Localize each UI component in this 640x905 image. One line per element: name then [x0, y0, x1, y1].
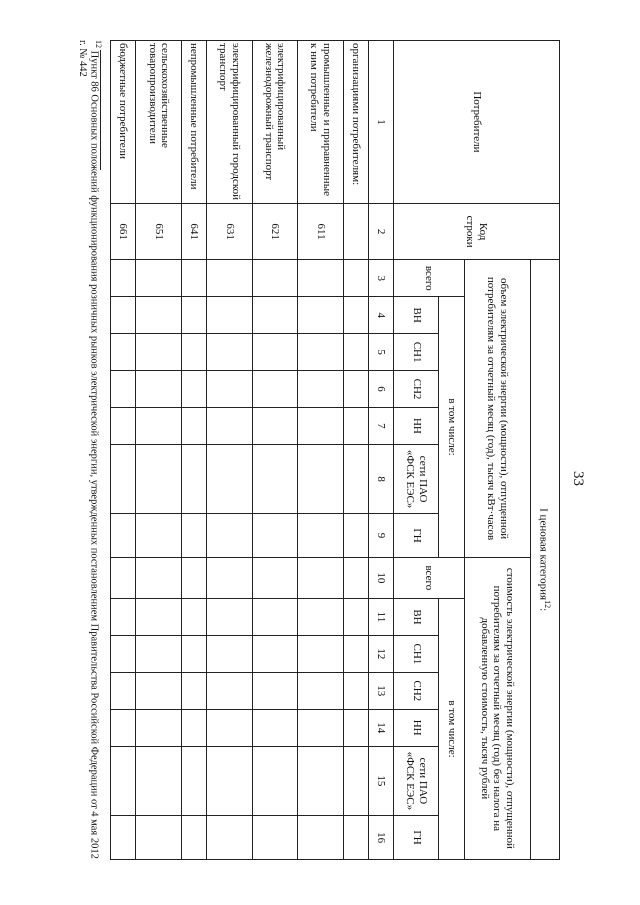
footnote-number: 12: [94, 40, 103, 48]
volume-total-header: всего: [393, 260, 464, 297]
volume-header: объем электрической энергии (мощности), отпущенной потребителям за отчетный месяц (год), тысяч кВт·часов: [464, 260, 530, 557]
nn-header-cost: НН: [393, 709, 439, 746]
row-label: организациями потребителям:: [343, 41, 368, 204]
row-label: непромышленные потребители: [181, 41, 206, 204]
row-label: электрифицированный городской транспорт: [207, 41, 253, 204]
consumers-table: [110, 40, 560, 860]
volume-including-header: в том числе:: [439, 297, 464, 558]
table-row: [207, 41, 253, 860]
table-row: [181, 41, 206, 860]
sn1-header: СН1: [393, 334, 439, 371]
sn2-header-cost: СН2: [393, 672, 439, 709]
column-numbers-row: 1 2 3 4 5 6 7 8 9 10 11 12 13 14 15 16: [368, 41, 393, 860]
row-code: 621: [252, 203, 298, 259]
row-code: 651: [136, 203, 182, 259]
sn2-header: СН2: [393, 371, 439, 408]
footnote-text: Пункт 86 Основных положений функционирования розничных рынков электрической энергии, утвержденных постановлением Правительства Российской Федерации от 4 мая 2012 г. № 442: [77, 40, 100, 859]
table-row: [136, 41, 182, 860]
footnote: [77, 40, 103, 860]
row-code: 661: [111, 203, 136, 259]
fsk-header: сети ПАО «ФСК ЕЭС»: [393, 444, 439, 513]
table-row: [298, 41, 344, 860]
row-code: 631: [207, 203, 253, 259]
nn-header: НН: [393, 407, 439, 444]
cost-including-header: в том числе:: [439, 599, 464, 860]
fsk-header-cost: сети ПАО «ФСК ЕЭС»: [393, 746, 439, 815]
code-header: Код строки: [393, 203, 559, 259]
table-row: [343, 41, 368, 860]
table-row: [252, 41, 298, 860]
vn-header: ВН: [393, 297, 439, 334]
gn-header-cost: ГН: [393, 816, 439, 860]
table-row: [111, 41, 136, 860]
consumers-header: Потребители: [393, 41, 559, 204]
row-label: промышленные и приравненные к ним потребители: [298, 41, 344, 204]
page-number: 33: [570, 471, 586, 486]
row-label: сельскохозяйственные товаропроизводители: [136, 41, 182, 204]
vn-header-cost: ВН: [393, 599, 439, 636]
cost-header: стоимость электрической энергии (мощности), отпущенной потребителям за отчетный месяц (год) без налога на добавленную стоимость, тысяч рублей: [464, 557, 530, 859]
main-table-container: [110, 40, 560, 860]
row-code: 611: [298, 203, 344, 259]
row-label: электрифицированный железнодорожный транспорт: [252, 41, 298, 204]
row-label: бюджетные потребители: [111, 41, 136, 204]
cost-total-header: всего: [393, 557, 464, 598]
category-header: I ценовая категория$^{12}$:: [530, 260, 559, 860]
row-code: [343, 203, 368, 259]
sn1-header-cost: СН1: [393, 635, 439, 672]
gn-header: ГН: [393, 514, 439, 557]
row-code: 641: [181, 203, 206, 259]
